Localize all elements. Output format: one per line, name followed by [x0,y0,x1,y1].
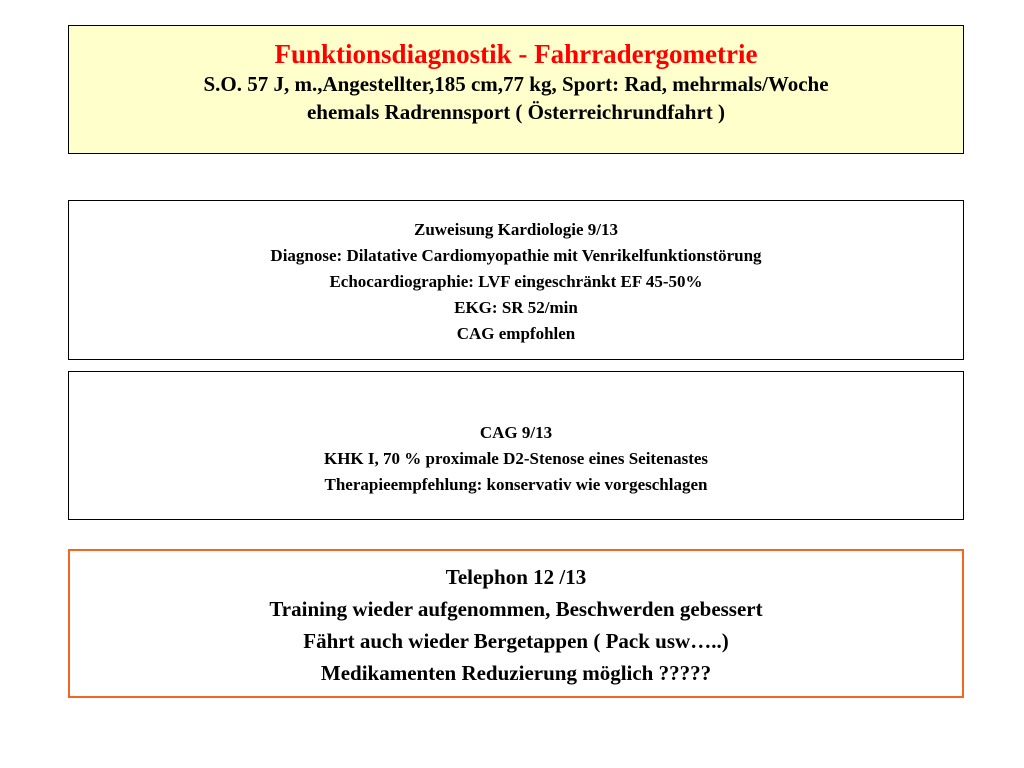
cag-line-1: CAG 9/13 [479,423,553,442]
cag-box [68,371,964,520]
referral-box [68,200,964,360]
phone-line-3: Fährt auch wieder Bergetappen ( Pack usw…..) [303,629,729,653]
referral-line-2: Diagnose: Dilatative Cardiomyopathie mit Venrikelfunktionstörung [270,246,762,265]
phone-line-4: Medikamenten Reduzierung möglich ????? [320,661,712,685]
slide-title: Funktionsdiagnostik - Fahrradergometrie [274,39,758,69]
phone-line-2: Training wieder aufgenommen, Beschwerden gebessert [269,597,763,621]
referral-line-5: CAG empfohlen [456,324,576,343]
header-box [68,25,964,154]
referral-line-1: Zuweisung Kardiologie 9/13 [413,220,619,239]
patient-line: S.O. 57 J, m.,Angestellter,185 cm,77 kg, Sport: Rad, mehrmals/Woche [203,72,829,96]
cag-line-2: KHK I, 70 % proximale D2-Stenose eines Seitenastes [323,449,709,468]
referral-line-3: Echocardiographie: LVF eingeschränkt EF 45-50% [329,272,703,291]
referral-line-4: EKG: SR 52/min [454,298,578,317]
cag-line-3: Therapieempfehlung: konservativ wie vorgeschlagen [324,475,708,494]
phone-line-1: Telephon 12 /13 [445,565,587,589]
phone-box [68,549,964,698]
history-line: ehemals Radrennsport ( Österreichrundfahrt ) [306,100,726,124]
